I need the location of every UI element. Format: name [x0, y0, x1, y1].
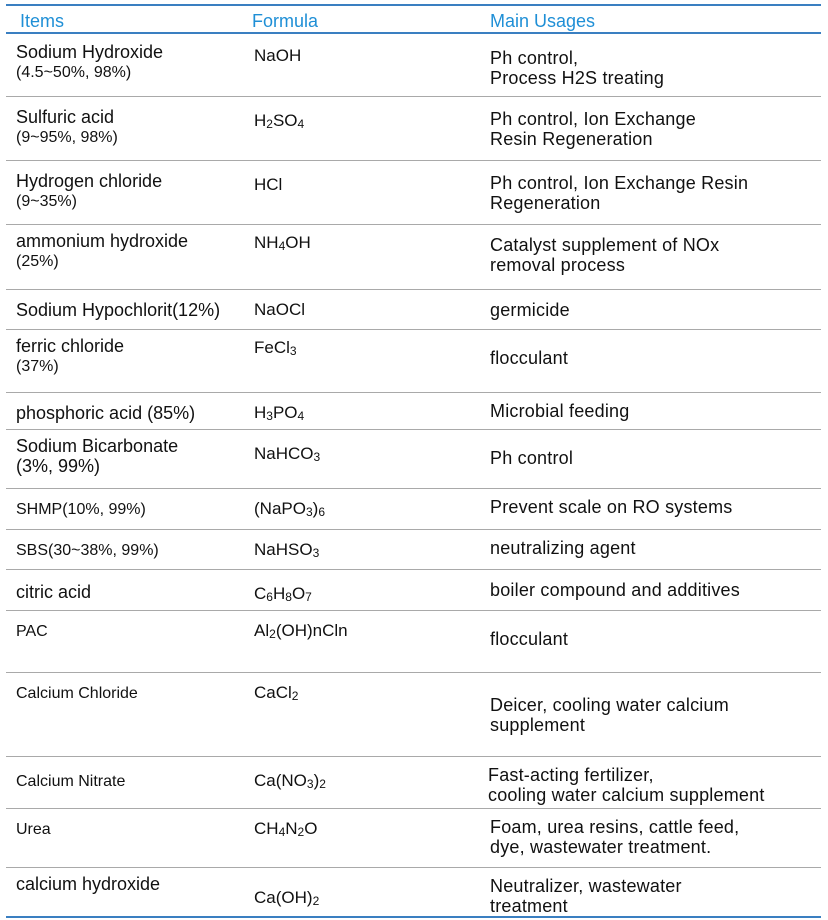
formula-text: C: [254, 584, 267, 603]
table-row: [6, 611, 821, 673]
item-name: Hydrogen chloride: [16, 171, 163, 191]
item-name: Calcium Nitrate: [16, 773, 126, 790]
usage-line: Neutralizer, wastewater: [490, 876, 682, 896]
usage-line: Regeneration: [490, 193, 601, 213]
item-cell: [16, 819, 246, 841]
item-cell: [16, 300, 246, 320]
item-name: SBS(30~38%, 99%): [16, 542, 159, 559]
item-cell: [16, 403, 246, 423]
item-cell: [16, 874, 246, 894]
formula-text: ): [312, 499, 319, 518]
usage-cell: [490, 580, 820, 600]
formula-subscript: 3: [306, 777, 314, 791]
formula-cell: [254, 46, 484, 66]
formula-subscript: 3: [312, 546, 320, 560]
item-cell: [16, 107, 246, 149]
formula-cell: [254, 771, 484, 791]
item-note: (25%): [16, 253, 59, 270]
usage-line: flocculant: [490, 629, 569, 649]
formula-text: PO: [272, 403, 298, 422]
usage-cell: [490, 695, 820, 735]
formula-text: H: [254, 403, 267, 422]
formula-subscript: 2: [312, 894, 320, 908]
usage-line: dye, wastewater treatment.: [490, 837, 712, 857]
item-cell: [16, 336, 246, 378]
formula-text: NaOCl: [254, 300, 306, 319]
item-name: Sodium Hydroxide: [16, 42, 164, 62]
formula-subscript: 7: [305, 590, 312, 604]
formula-cell: [254, 444, 484, 464]
formula-cell: [254, 300, 484, 320]
usage-cell: [490, 448, 820, 468]
item-cell: [16, 771, 246, 793]
formula-text: N: [285, 819, 298, 838]
formula-subscript: 3: [305, 505, 313, 519]
usage-cell: [490, 538, 820, 558]
formula-text: (OH)nCln: [275, 621, 348, 640]
table-row: [6, 757, 821, 809]
table-row: [6, 290, 821, 330]
formula-cell: [254, 683, 484, 703]
usage-cell: [490, 173, 820, 213]
usage-cell: [490, 300, 820, 320]
usage-line: Deicer, cooling water calcium: [490, 695, 729, 715]
usage-line: Microbial feeding: [490, 401, 630, 421]
item-name: Sodium Bicarbonate: [16, 436, 179, 456]
formula-subscript: 6: [266, 590, 273, 604]
formula-subscript: 2: [291, 689, 299, 703]
item-cell: [16, 499, 246, 521]
usage-line: boiler compound and additives: [490, 580, 740, 600]
formula-text: FeCl: [254, 338, 290, 357]
formula-text: HCl: [254, 175, 283, 194]
usage-line: removal process: [490, 255, 626, 275]
item-cell: [16, 171, 246, 213]
table-row: [6, 225, 821, 290]
formula-subscript: 3: [313, 450, 321, 464]
item-name: Urea: [16, 821, 51, 838]
item-cell: [16, 540, 246, 562]
formula-text: NaOH: [254, 46, 302, 65]
item-note: (37%): [16, 358, 59, 375]
usage-line: germicide: [490, 300, 570, 320]
item-name: calcium hydroxide: [16, 874, 161, 894]
usage-line: Process H2S treating: [490, 68, 665, 88]
formula-subscript: 4: [278, 825, 286, 839]
formula-text: Ca(OH): [254, 888, 313, 907]
formula-cell: [254, 584, 484, 604]
usage-line: Fast-acting fertilizer,: [488, 765, 654, 785]
usage-line: Resin Regeneration: [490, 129, 653, 149]
item-cell: [16, 231, 246, 273]
table-row: [6, 489, 821, 530]
table-row: [6, 570, 821, 611]
usage-cell: [488, 765, 821, 805]
usage-line: supplement: [490, 715, 586, 735]
usage-cell: [490, 876, 820, 916]
item-note: (9~35%): [16, 193, 77, 210]
table-row: [6, 330, 821, 393]
formula-text: Ca(NO: [254, 771, 307, 790]
usage-line: Prevent scale on RO systems: [490, 497, 733, 517]
formula-text: O: [304, 819, 318, 838]
usage-cell: [490, 401, 820, 421]
formula-text: (NaPO: [254, 499, 306, 518]
item-note: (4.5~50%, 98%): [16, 64, 132, 81]
formula-text: SO: [272, 111, 298, 130]
item-cell: [16, 683, 246, 705]
formula-subscript: 4: [297, 117, 305, 131]
formula-cell: [254, 338, 484, 358]
formula-text: H: [254, 111, 267, 130]
table-row: [6, 868, 821, 918]
formula-cell: [254, 540, 484, 560]
formula-text: NaHCO: [254, 444, 314, 463]
formula-subscript: 2: [266, 117, 273, 131]
table-row: [6, 530, 821, 570]
formula-text: NaHSO: [254, 540, 313, 559]
item-cell: [16, 42, 246, 84]
usage-line: flocculant: [490, 348, 569, 368]
item-name: Sulfuric acid: [16, 107, 115, 127]
item-cell: [16, 621, 246, 643]
formula-text: NH: [254, 233, 279, 252]
formula-cell: [254, 403, 484, 423]
formula-subscript: 2: [319, 777, 326, 791]
formula-cell: [254, 888, 484, 908]
formula-subscript: 4: [278, 239, 286, 253]
formula-cell: [254, 111, 484, 131]
item-note: (9~95%, 98%): [16, 129, 118, 146]
formula-text: H: [272, 584, 286, 603]
formula-text: OH: [285, 233, 311, 252]
item-name: Calcium Chloride: [16, 685, 138, 702]
table-row: [6, 809, 821, 868]
usage-cell: [490, 48, 820, 88]
formula-cell: [254, 499, 484, 519]
formula-subscript: 8: [285, 590, 292, 604]
usage-line: Ph control: [490, 448, 574, 468]
usage-line: Ph control,: [490, 48, 579, 68]
item-name: Sodium Hypochlorit(12%): [16, 300, 221, 320]
header-items: Items: [20, 11, 65, 31]
usage-cell: [490, 629, 820, 649]
formula-subscript: 2: [297, 825, 305, 839]
item-name: citric acid: [16, 582, 92, 602]
usage-cell: [490, 109, 820, 149]
item-cell: [16, 436, 246, 476]
usage-line: Foam, urea resins, cattle feed,: [490, 817, 740, 837]
usage-line: Catalyst supplement of NOx: [490, 235, 720, 255]
table-header: [6, 4, 821, 34]
table-row: [6, 430, 821, 489]
usage-line: neutralizing agent: [490, 538, 636, 558]
usage-line: Ph control, Ion Exchange Resin: [490, 173, 749, 193]
usage-cell: [490, 817, 820, 857]
formula-text: Al: [254, 621, 270, 640]
item-name: ammonium hydroxide: [16, 231, 189, 251]
formula-text: ): [313, 771, 320, 790]
usage-cell: [490, 497, 820, 517]
item-note: (3%, 99%): [16, 456, 101, 476]
header-formula: Formula: [252, 11, 319, 31]
item-name: SHMP(10%, 99%): [16, 501, 146, 518]
formula-cell: [254, 233, 484, 253]
usage-cell: [490, 235, 820, 275]
item-name: ferric chloride: [16, 336, 125, 356]
table-row: [6, 161, 821, 225]
formula-cell: [254, 819, 484, 839]
table-row: [6, 673, 821, 757]
header-main-usages: Main Usages: [490, 11, 596, 31]
formula-text: O: [291, 584, 306, 603]
formula-cell: [254, 621, 484, 641]
item-name: PAC: [16, 623, 48, 640]
formula-subscript: 4: [297, 409, 305, 423]
formula-subscript: 6: [318, 505, 326, 519]
formula-subscript: 3: [289, 344, 297, 358]
usage-cell: [490, 348, 820, 368]
item-name: phosphoric acid (85%): [16, 403, 196, 423]
usage-line: treatment: [490, 896, 568, 916]
usage-line: Ph control, Ion Exchange: [490, 109, 696, 129]
formula-subscript: 3: [266, 409, 273, 423]
usage-line: cooling water calcium supplement: [488, 785, 765, 805]
table-row: [6, 34, 821, 97]
table-row: [6, 97, 821, 161]
formula-cell: [254, 175, 484, 195]
item-cell: [16, 582, 246, 602]
formula-subscript: 2: [269, 627, 276, 641]
table-row: [6, 393, 821, 430]
formula-text: CaCl: [254, 683, 292, 702]
formula-text: CH: [254, 819, 279, 838]
